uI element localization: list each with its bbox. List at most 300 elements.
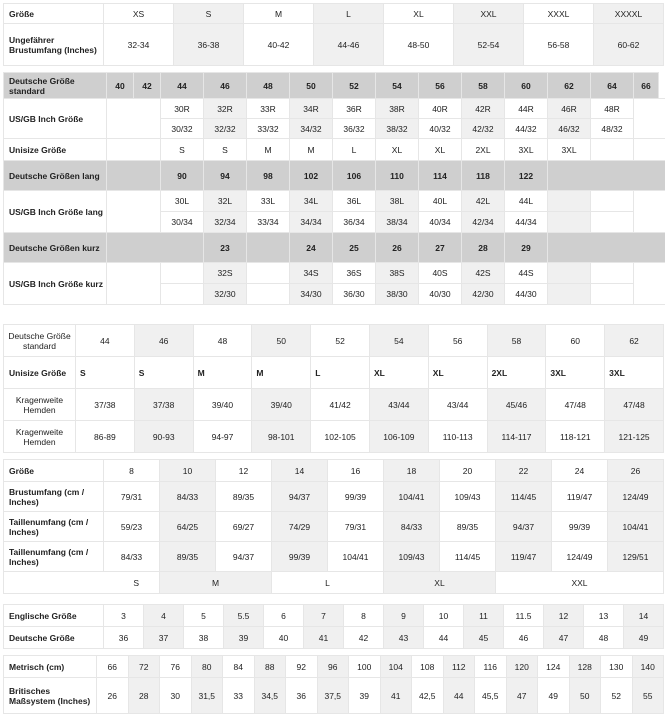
size-cell: M (244, 4, 314, 24)
imperial-cell: 39 (349, 678, 381, 714)
metric-cell: 104 (380, 656, 412, 678)
de-size-cell: 47 (544, 627, 584, 649)
row-label-brustumfang: Ungefährer Brustumfang (Inches) (4, 24, 104, 66)
empty-cell (107, 191, 161, 233)
de-size-cell: 64 (591, 73, 634, 99)
us-size-cell: 44/32 (505, 119, 548, 139)
metric-cell: 84 (223, 656, 255, 678)
us-size-cell: 42/32 (462, 119, 505, 139)
lang-cell: 122 (505, 161, 548, 191)
size-cell: 16 (328, 460, 384, 482)
size-table-shirts (3, 324, 664, 453)
unisize-cell: 3XL (546, 357, 605, 389)
row-label-britisch: Britisches Maßsystem (Inches) (4, 678, 97, 714)
waist-cell: 64/25 (160, 512, 216, 542)
letter-size-cell: L (272, 572, 384, 594)
us-size-cell: 34/32 (290, 119, 333, 139)
waist-cell: 99/39 (552, 512, 608, 542)
de-size-cell: 48 (584, 627, 624, 649)
row-label-lang: Deutsche Größen lang (4, 161, 107, 191)
row-label-kragenweite: Kragenweite Hemden (4, 421, 76, 453)
kurz-cell: 26 (376, 233, 419, 263)
waist-cell: 84/33 (384, 512, 440, 542)
de-size-cell: 44 (424, 627, 464, 649)
us-lang-cell: 40/34 (419, 212, 462, 233)
empty-cell (591, 191, 634, 212)
us-kurz-cell: 32S (204, 263, 247, 284)
eng-size-cell: 10 (424, 605, 464, 627)
size-table-women (3, 459, 664, 594)
empty-cell (107, 99, 161, 139)
de-size-cell: 60 (505, 73, 548, 99)
collar-cell: 118-121 (546, 421, 605, 453)
row-label-groesse: Größe (4, 460, 104, 482)
unisize-cell: M (247, 139, 290, 161)
de-size-cell: 56 (428, 325, 487, 357)
us-lang-cell: 42L (462, 191, 505, 212)
de-size-cell: 48 (193, 325, 252, 357)
imperial-cell: 50 (569, 678, 601, 714)
empty-cell (548, 161, 665, 191)
waist-cell: 114/45 (440, 542, 496, 572)
chest-cell: 44-46 (314, 24, 384, 66)
us-kurz-cell: 34/30 (290, 284, 333, 305)
empty-cell (548, 233, 665, 263)
metric-cell: 130 (601, 656, 633, 678)
waist-cell: 119/47 (496, 542, 552, 572)
us-kurz-cell: 38S (376, 263, 419, 284)
lang-cell: 102 (290, 161, 333, 191)
collar-cell: 39/40 (252, 389, 311, 421)
de-size-cell: 56 (419, 73, 462, 99)
de-size-cell: 41 (304, 627, 344, 649)
us-lang-cell: 32/34 (204, 212, 247, 233)
row-label-us-kurz: US/GB Inch Größe kurz (4, 263, 107, 305)
imperial-cell: 28 (128, 678, 160, 714)
de-size-cell: 40 (107, 73, 134, 99)
waist-cell: 79/31 (328, 512, 384, 542)
empty-cell (548, 191, 591, 212)
de-size-cell: 58 (487, 325, 546, 357)
size-cell: S (174, 4, 244, 24)
collar-cell: 86-89 (76, 421, 135, 453)
us-lang-cell: 36/34 (333, 212, 376, 233)
us-kurz-cell: 36/30 (333, 284, 376, 305)
waist-cell: 124/49 (552, 542, 608, 572)
waist-cell: 104/41 (608, 512, 664, 542)
imperial-cell: 30 (160, 678, 192, 714)
metric-cell: 100 (349, 656, 381, 678)
de-size-cell: 66 (634, 73, 659, 99)
empty-cell (548, 212, 591, 233)
row-label-taillenumfang: Taillenumfang (cm / Inches) (4, 512, 104, 542)
size-cell: 18 (384, 460, 440, 482)
us-size-cell: 40/32 (419, 119, 462, 139)
unisize-cell: L (311, 357, 370, 389)
metric-cell: 66 (97, 656, 129, 678)
us-size-cell: 48R (591, 99, 634, 119)
chest-cell: 32-34 (104, 24, 174, 66)
kurz-cell: 29 (505, 233, 548, 263)
collar-cell: 98-101 (252, 421, 311, 453)
empty-cell (247, 233, 290, 263)
us-size-cell: 30/32 (161, 119, 204, 139)
unisize-cell: 3XL (605, 357, 664, 389)
de-size-cell: 39 (224, 627, 264, 649)
de-size-cell: 54 (376, 73, 419, 99)
chest-cell: 56-58 (524, 24, 594, 66)
metric-cell: 72 (128, 656, 160, 678)
us-size-cell: 46/32 (548, 119, 591, 139)
unisize-cell: XL (376, 139, 419, 161)
waist-cell: 109/43 (384, 542, 440, 572)
imperial-cell: 31,5 (191, 678, 223, 714)
empty-cell (634, 139, 665, 161)
us-size-cell: 30R (161, 99, 204, 119)
kurz-cell: 23 (204, 233, 247, 263)
empty-cell (247, 284, 290, 305)
us-kurz-cell: 34S (290, 263, 333, 284)
lang-cell: 94 (204, 161, 247, 191)
de-size-cell: 38 (184, 627, 224, 649)
lang-cell: 106 (333, 161, 376, 191)
collar-cell: 106-109 (369, 421, 428, 453)
row-label-groesse: Größe (4, 4, 104, 24)
us-kurz-cell: 32/30 (204, 284, 247, 305)
eng-size-cell: 14 (624, 605, 664, 627)
unisize-cell: S (134, 357, 193, 389)
de-size-cell: 36 (104, 627, 144, 649)
empty-cell (548, 284, 591, 305)
size-cell: 14 (272, 460, 328, 482)
chest-cell: 124/49 (608, 482, 664, 512)
collar-cell: 37/38 (76, 389, 135, 421)
row-label-us-gb: US/GB Inch Größe (4, 99, 107, 139)
us-size-cell: 40R (419, 99, 462, 119)
letter-size-cell: XL (384, 572, 496, 594)
collar-cell: 47/48 (546, 389, 605, 421)
collar-cell: 114-117 (487, 421, 546, 453)
collar-cell: 102-105 (311, 421, 370, 453)
imperial-cell: 45,5 (475, 678, 507, 714)
metric-cell: 96 (317, 656, 349, 678)
eng-size-cell: 13 (584, 605, 624, 627)
lang-cell: 90 (161, 161, 204, 191)
imperial-cell: 52 (601, 678, 633, 714)
letter-size-cell: M (160, 572, 272, 594)
us-lang-cell: 34/34 (290, 212, 333, 233)
waist-cell: 59/23 (104, 512, 160, 542)
waist-cell: 69/27 (216, 512, 272, 542)
imperial-cell: 42,5 (412, 678, 444, 714)
unisize-cell: XL (369, 357, 428, 389)
de-size-cell: 50 (252, 325, 311, 357)
imperial-cell: 44 (443, 678, 475, 714)
chest-cell: 94/37 (272, 482, 328, 512)
collar-cell: 94-97 (193, 421, 252, 453)
imperial-cell: 49 (538, 678, 570, 714)
us-lang-cell: 38L (376, 191, 419, 212)
de-size-cell: 45 (464, 627, 504, 649)
empty-cell (161, 284, 204, 305)
us-size-cell: 38R (376, 99, 419, 119)
metric-cell: 116 (475, 656, 507, 678)
us-kurz-cell: 36S (333, 263, 376, 284)
empty-cell (161, 263, 204, 284)
unisize-cell: S (76, 357, 135, 389)
metric-cell: 124 (538, 656, 570, 678)
imperial-cell: 33 (223, 678, 255, 714)
us-size-cell: 42R (462, 99, 505, 119)
shoe-size-table (3, 604, 664, 649)
size-cell: 8 (104, 460, 160, 482)
metric-cell: 128 (569, 656, 601, 678)
chest-cell: 109/43 (440, 482, 496, 512)
de-size-cell: 43 (384, 627, 424, 649)
chest-cell: 114/45 (496, 482, 552, 512)
size-cell: 20 (440, 460, 496, 482)
chest-cell: 119/47 (552, 482, 608, 512)
us-kurz-cell: 40S (419, 263, 462, 284)
us-size-cell: 32/32 (204, 119, 247, 139)
metric-imperial-table (3, 655, 664, 714)
waist-cell: 129/51 (608, 542, 664, 572)
us-lang-cell: 38/34 (376, 212, 419, 233)
us-size-cell: 34R (290, 99, 333, 119)
us-kurz-cell: 44S (505, 263, 548, 284)
de-size-cell: 52 (333, 73, 376, 99)
imperial-cell: 37,5 (317, 678, 349, 714)
unisize-cell: M (290, 139, 333, 161)
de-size-cell: 60 (546, 325, 605, 357)
de-size-cell: 52 (311, 325, 370, 357)
size-cell: XL (384, 4, 454, 24)
empty-cell (634, 191, 665, 233)
empty-cell (591, 284, 634, 305)
kurz-cell: 25 (333, 233, 376, 263)
de-size-cell: 44 (76, 325, 135, 357)
empty-cell (107, 263, 161, 305)
chest-cell: 36-38 (174, 24, 244, 66)
eng-size-cell: 5.5 (224, 605, 264, 627)
us-size-cell: 38/32 (376, 119, 419, 139)
de-size-cell: 62 (605, 325, 664, 357)
eng-size-cell: 4 (144, 605, 184, 627)
waist-cell: 94/37 (216, 542, 272, 572)
imperial-cell: 34,5 (254, 678, 286, 714)
unisize-cell: 2XL (487, 357, 546, 389)
empty-cell (591, 139, 634, 161)
empty-cell (634, 99, 665, 139)
unisize-cell: XL (428, 357, 487, 389)
us-size-cell: 46R (548, 99, 591, 119)
lang-cell: 114 (419, 161, 462, 191)
size-cell: XXL (454, 4, 524, 24)
eng-size-cell: 8 (344, 605, 384, 627)
row-label-kragenweite: Kragenweite Hemden (4, 389, 76, 421)
us-size-cell: 32R (204, 99, 247, 119)
waist-cell: 74/29 (272, 512, 328, 542)
de-size-cell: 42 (344, 627, 384, 649)
eng-size-cell: 6 (264, 605, 304, 627)
metric-cell: 92 (286, 656, 318, 678)
kurz-cell: 28 (462, 233, 505, 263)
metric-cell: 112 (443, 656, 475, 678)
unisize-cell: L (333, 139, 376, 161)
de-size-cell: 46 (204, 73, 247, 99)
de-size-cell: 40 (264, 627, 304, 649)
de-size-cell: 49 (624, 627, 664, 649)
de-size-cell: 50 (290, 73, 333, 99)
imperial-cell: 41 (380, 678, 412, 714)
de-size-cell: 58 (462, 73, 505, 99)
collar-cell: 43/44 (428, 389, 487, 421)
row-label-unisize: Unisize Größe (4, 139, 107, 161)
row-label-metrisch: Metrisch (cm) (4, 656, 97, 678)
us-size-cell: 33R (247, 99, 290, 119)
empty-cell (107, 139, 161, 161)
size-cell: 26 (608, 460, 664, 482)
chest-cell: 89/35 (216, 482, 272, 512)
empty-cell (634, 263, 665, 305)
chest-cell: 84/33 (160, 482, 216, 512)
eng-size-cell: 7 (304, 605, 344, 627)
metric-cell: 88 (254, 656, 286, 678)
chest-cell: 79/31 (104, 482, 160, 512)
size-cell: XS (104, 4, 174, 24)
lang-cell: 98 (247, 161, 290, 191)
size-table-suits (3, 72, 665, 305)
eng-size-cell: 9 (384, 605, 424, 627)
de-size-cell: 42 (134, 73, 161, 99)
de-size-cell: 54 (369, 325, 428, 357)
de-size-cell: 62 (548, 73, 591, 99)
collar-cell: 41/42 (311, 389, 370, 421)
collar-cell: 43/44 (369, 389, 428, 421)
imperial-cell: 36 (286, 678, 318, 714)
waist-cell: 84/33 (104, 542, 160, 572)
eng-size-cell: 11 (464, 605, 504, 627)
metric-cell: 120 (506, 656, 538, 678)
row-label-brustumfang: Brustumfang (cm / Inches) (4, 482, 104, 512)
us-lang-cell: 33L (247, 191, 290, 212)
row-label-englische-groesse: Englische Größe (4, 605, 104, 627)
empty-cell (591, 212, 634, 233)
size-cell: 12 (216, 460, 272, 482)
row-label-unisize: Unisize Größe (4, 357, 76, 389)
us-lang-cell: 32L (204, 191, 247, 212)
row-label-taillenumfang: Taillenumfang (cm / Inches) (4, 542, 104, 572)
collar-cell: 121-125 (605, 421, 664, 453)
unisize-cell: M (252, 357, 311, 389)
empty-cell (107, 161, 161, 191)
chest-cell: 99/39 (328, 482, 384, 512)
us-size-cell: 44R (505, 99, 548, 119)
lang-cell: 118 (462, 161, 505, 191)
empty-cell (548, 263, 591, 284)
size-cell: XXXXL (594, 4, 664, 24)
eng-size-cell: 12 (544, 605, 584, 627)
chest-cell: 52-54 (454, 24, 524, 66)
de-size-cell: 44 (161, 73, 204, 99)
waist-cell: 94/37 (496, 512, 552, 542)
us-kurz-cell: 42/30 (462, 284, 505, 305)
row-label-kurz: Deutsche Größen kurz (4, 233, 107, 263)
waist-cell: 89/35 (160, 542, 216, 572)
unisize-cell: XL (419, 139, 462, 161)
us-lang-cell: 34L (290, 191, 333, 212)
size-cell: 10 (160, 460, 216, 482)
us-kurz-cell: 44/30 (505, 284, 548, 305)
unisize-cell: 3XL (548, 139, 591, 161)
collar-cell: 110-113 (428, 421, 487, 453)
waist-cell: 104/41 (328, 542, 384, 572)
de-size-cell: 46 (134, 325, 193, 357)
metric-cell: 76 (160, 656, 192, 678)
us-lang-cell: 33/34 (247, 212, 290, 233)
collar-cell: 90-93 (134, 421, 193, 453)
chest-cell: 48-50 (384, 24, 454, 66)
unisize-cell: M (193, 357, 252, 389)
us-lang-cell: 36L (333, 191, 376, 212)
us-kurz-cell: 42S (462, 263, 505, 284)
row-label-deutsche-groesse: Deutsche Größe (4, 627, 104, 649)
metric-cell: 108 (412, 656, 444, 678)
unisize-cell: S (161, 139, 204, 161)
size-cell: 24 (552, 460, 608, 482)
size-table-general (3, 3, 664, 66)
size-cell: L (314, 4, 384, 24)
empty-cell (591, 263, 634, 284)
imperial-cell: 55 (632, 678, 664, 714)
us-size-cell: 36/32 (333, 119, 376, 139)
unisize-cell: 2XL (462, 139, 505, 161)
letter-size-cell: XXL (496, 572, 664, 594)
row-label-us-lang: US/GB Inch Größe lang (4, 191, 107, 233)
letter-size-cell: S (4, 572, 160, 594)
us-size-cell: 33/32 (247, 119, 290, 139)
imperial-cell: 26 (97, 678, 129, 714)
de-size-cell: 46 (504, 627, 544, 649)
empty-cell (107, 233, 204, 263)
de-size-cell: 37 (144, 627, 184, 649)
collar-cell: 39/40 (193, 389, 252, 421)
us-lang-cell: 30/34 (161, 212, 204, 233)
empty-cell (247, 263, 290, 284)
unisize-cell: 3XL (505, 139, 548, 161)
imperial-cell: 47 (506, 678, 538, 714)
unisize-cell: S (204, 139, 247, 161)
kurz-cell: 27 (419, 233, 462, 263)
us-kurz-cell: 38/30 (376, 284, 419, 305)
us-lang-cell: 30L (161, 191, 204, 212)
waist-cell: 99/39 (272, 542, 328, 572)
kurz-cell: 24 (290, 233, 333, 263)
collar-cell: 47/48 (605, 389, 664, 421)
de-size-cell: 48 (247, 73, 290, 99)
waist-cell: 89/35 (440, 512, 496, 542)
us-lang-cell: 44L (505, 191, 548, 212)
us-size-cell: 36R (333, 99, 376, 119)
size-cell: XXXL (524, 4, 594, 24)
us-lang-cell: 44/34 (505, 212, 548, 233)
us-lang-cell: 40L (419, 191, 462, 212)
metric-cell: 80 (191, 656, 223, 678)
row-label-deutsche-groesse: Deutsche Größe standard (4, 73, 107, 99)
lang-cell: 110 (376, 161, 419, 191)
metric-cell: 140 (632, 656, 664, 678)
us-kurz-cell: 40/30 (419, 284, 462, 305)
